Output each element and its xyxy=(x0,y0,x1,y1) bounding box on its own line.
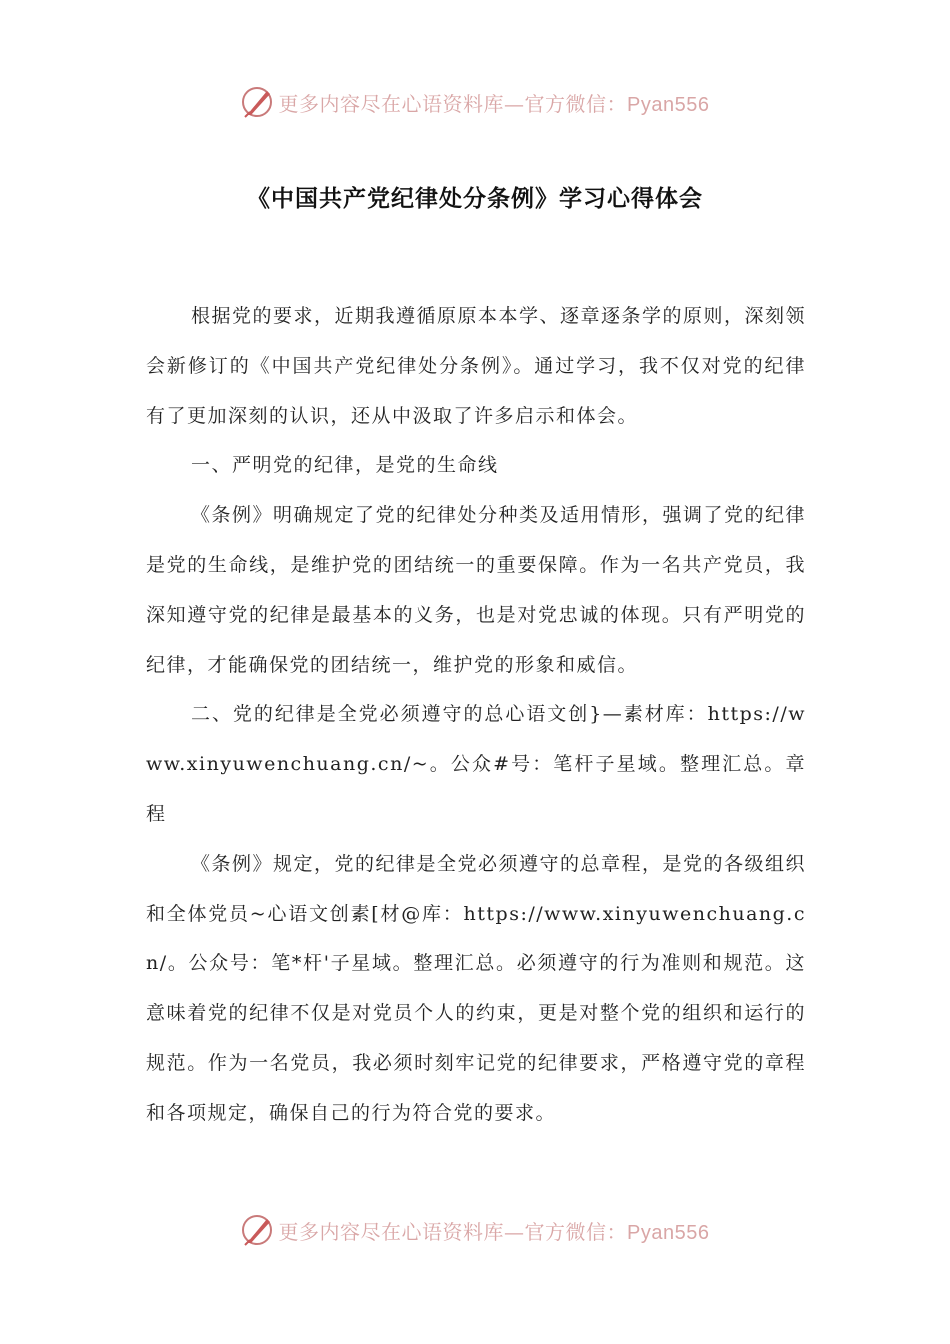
section-heading-2: 二、党的纪律是全党必须遵守的总心语文创}—素材库：https://www.xinyuwenchuang.cn/~。公众#号：笔杆子星域。整理汇总。章程 xyxy=(146,703,806,825)
paragraph-section-2: 《条例》规定，党的纪律是全党必须遵守的总章程，是党的各级组织和全体党员~心语文创素[材@库：https://www.xinyuwenchuang.cn/。公众号：笔*杆'子星域。整理汇总。必须遵守的行为准则和规范。这意味着党的纪律不仅是对党员个人的约束，更是对整个党的组织和运行的规范。作为一名党员，我必须时刻牢记党的纪律要求，严格遵守党的章程和各项规定，确保自己的行为符合党的要求。 xyxy=(146,852,807,1124)
document-body xyxy=(146,292,806,1139)
footer-watermark-banner xyxy=(0,1210,950,1250)
paragraph-intro: 根据党的要求，近期我遵循原原本本学、逐章逐条学的原则，深刻领会新修订的《中国共产党纪律处分条例》。通过学习，我不仅对党的纪律有了更加深刻的认识，还从中汲取了许多启示和体会。 xyxy=(146,305,807,427)
banner-text: 更多内容尽在心语资料库—官方微信：Pyan556 xyxy=(278,91,710,116)
wechat-id: Pyan556 xyxy=(627,1221,710,1244)
header-watermark-banner xyxy=(0,82,950,122)
section-heading-1: 一、严明党的纪律，是党的生命线 xyxy=(191,454,499,477)
document-title: 《中国共产党纪律处分条例》学习心得体会 xyxy=(247,186,703,212)
paragraph-section-1: 《条例》明确规定了党的纪律处分种类及适用情形，强调了党的纪律是党的生命线，是维护党的团结统一的重要保障。作为一名共产党员，我深知遵守党的纪律是最基本的义务，也是对党忠诚的体现。只有严明党的纪律，才能确保党的团结统一，维护党的形象和威信。 xyxy=(146,504,807,676)
wechat-id: Pyan556 xyxy=(627,93,710,116)
banner-text: 更多内容尽在心语资料库—官方微信：Pyan556 xyxy=(278,1219,710,1244)
quill-pen-icon xyxy=(241,85,275,119)
quill-pen-icon xyxy=(241,1213,275,1247)
